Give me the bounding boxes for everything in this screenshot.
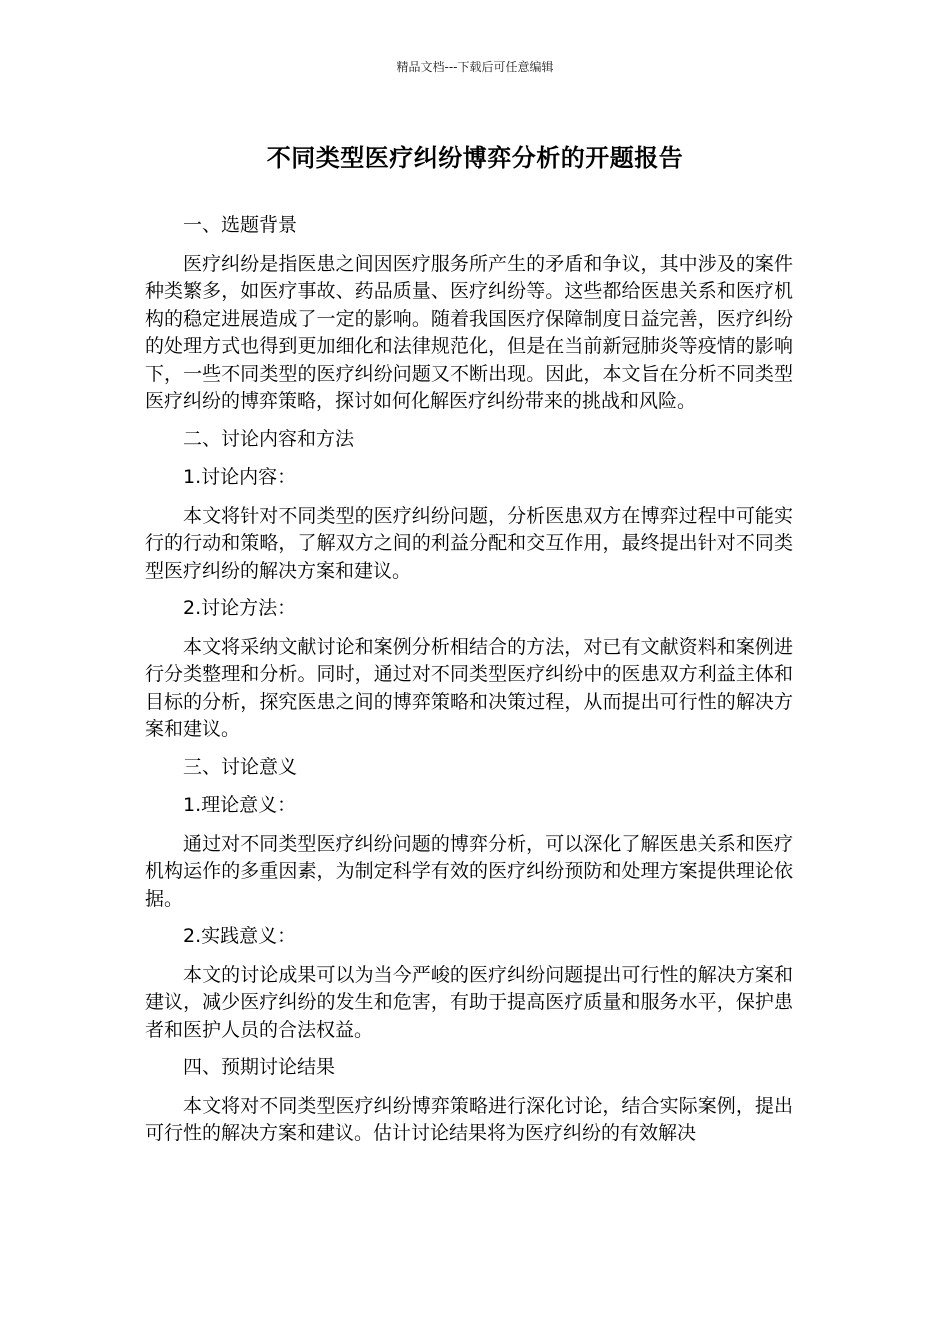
paragraph: 本文的讨论成果可以为当今严峻的医疗纠纷问题提出可行性的解决方案和建议，减少医疗纠纷的发生和危害，有助于提高医疗质量和服务水平，保护患者和医护人员的合法权益。 bbox=[145, 963, 793, 1041]
paragraph: 本文将针对不同类型的医疗纠纷问题，分析医患双方在博弈过程中可能实行的行动和策略，了解双方之间的利益分配和交互作用，最终提出针对不同类型医疗纠纷的解决方案和建议。 bbox=[145, 504, 793, 582]
document-body bbox=[145, 212, 793, 1158]
paragraph: 本文将对不同类型医疗纠纷博弈策略进行深化讨论，结合实际案例，提出可行性的解决方案和建议。估计讨论结果将为医疗纠纷的有效解决 bbox=[145, 1094, 793, 1144]
paragraph: 本文将采纳文献讨论和案例分析相结合的方法，对已有文献资料和案例进行分类整理和分析。同时，通过对不同类型医疗纠纷中的医患双方利益主体和目标的分析，探究医患之间的博弈策略和决策过程，从而提出可行性的解决方案和建议。 bbox=[145, 635, 793, 740]
subsection-heading: 2.讨论方法： bbox=[183, 597, 297, 619]
page-header: 精品文档---下载后可任意编辑 bbox=[396, 60, 554, 74]
section-heading: 四、预期讨论结果 bbox=[183, 1056, 336, 1078]
section-heading: 一、选题背景 bbox=[183, 214, 298, 236]
paragraph: 通过对不同类型医疗纠纷问题的博弈分析，可以深化了解医患关系和医疗机构运作的多重因素，为制定科学有效的医疗纠纷预防和处理方案提供理论依据。 bbox=[145, 832, 793, 910]
subsection-heading: 1.讨论内容： bbox=[183, 466, 297, 488]
subsection-heading: 2.实践意义： bbox=[183, 925, 297, 947]
section-heading: 二、讨论内容和方法 bbox=[183, 427, 355, 450]
section-heading: 三、讨论意义 bbox=[183, 755, 298, 778]
paragraph: 医疗纠纷是指医患之间因医疗服务所产生的矛盾和争议，其中涉及的案件种类繁多，如医疗事故、药品质量、医疗纠纷等。这些都给医患关系和医疗机构的稳定进展造成了一定的影响。随着我国医疗保障制度日益完善，医疗纠纷的处理方式也得到更加细化和法律规范化，但是在当前新冠肺炎等疫情的影响下，一些不同类型的医疗纠纷问题又不断出现。因此，本文旨在分析不同类型医疗纠纷的博弈策略，探讨如何化解医疗纠纷带来的挑战和风险。 bbox=[145, 252, 793, 412]
document-title: 不同类型医疗纠纷博弈分析的开题报告 bbox=[266, 144, 684, 172]
subsection-heading: 1.理论意义： bbox=[183, 794, 297, 816]
